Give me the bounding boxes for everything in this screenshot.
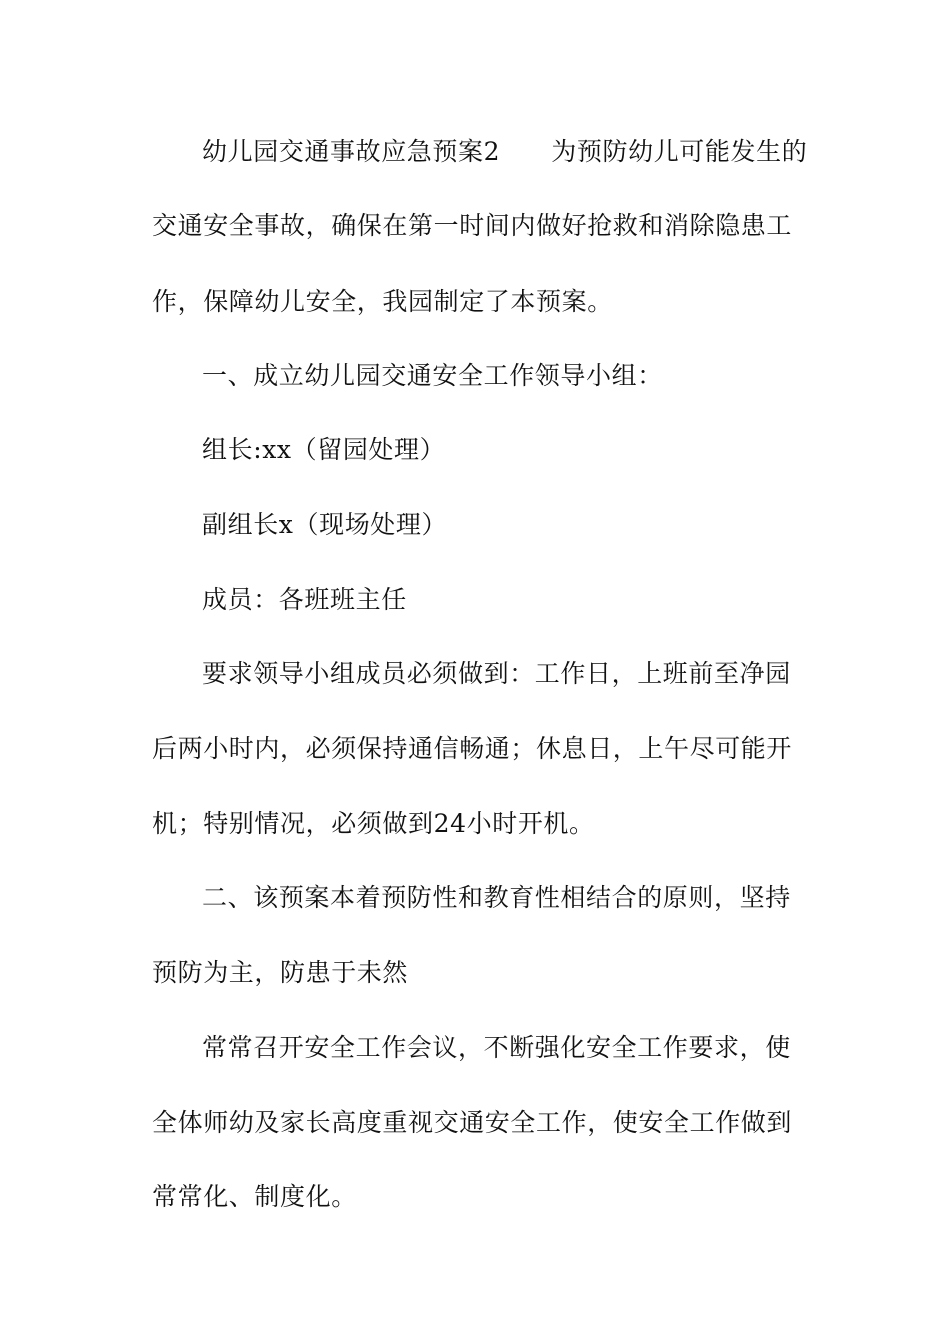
paragraph-line: 全体师幼及家长高度重视交通安全工作，使安全工作做到: [152, 1108, 793, 1137]
paragraph-line: 要求领导小组成员必须做到：工作日，上班前至净园: [202, 659, 791, 688]
paragraph-line: 成员：各班班主任: [202, 585, 407, 614]
paragraph-line: 交通安全事故，确保在第一时间内做好抢救和消除隐患工: [152, 211, 793, 240]
section-heading: 一、成立幼儿园交通安全工作领导小组：: [202, 361, 663, 390]
paragraph-line: 组长:xx（留园处理）: [202, 435, 446, 464]
paragraph-line: 预防为主，防患于未然: [152, 958, 409, 987]
paragraph-line: 后两小时内，必须保持通信畅通；休息日，上午尽可能开: [152, 734, 793, 763]
paragraph-line: 常常召开安全工作会议，不断强化安全工作要求，使: [202, 1033, 791, 1062]
paragraph-line: 机；特别情况，必须做到24小时开机。: [152, 809, 595, 838]
paragraph-line: 作，保障幼儿安全，我园制定了本预案。: [152, 287, 613, 316]
paragraph-line: 常常化、制度化。: [152, 1182, 357, 1211]
section-heading: 二、该预案本着预防性和教育性相结合的原则，坚持: [202, 883, 791, 912]
paragraph-line: 副组长x（现场处理）: [202, 510, 448, 539]
paragraph-line: 幼儿园交通事故应急预案2 为预防幼儿可能发生的: [202, 137, 808, 166]
